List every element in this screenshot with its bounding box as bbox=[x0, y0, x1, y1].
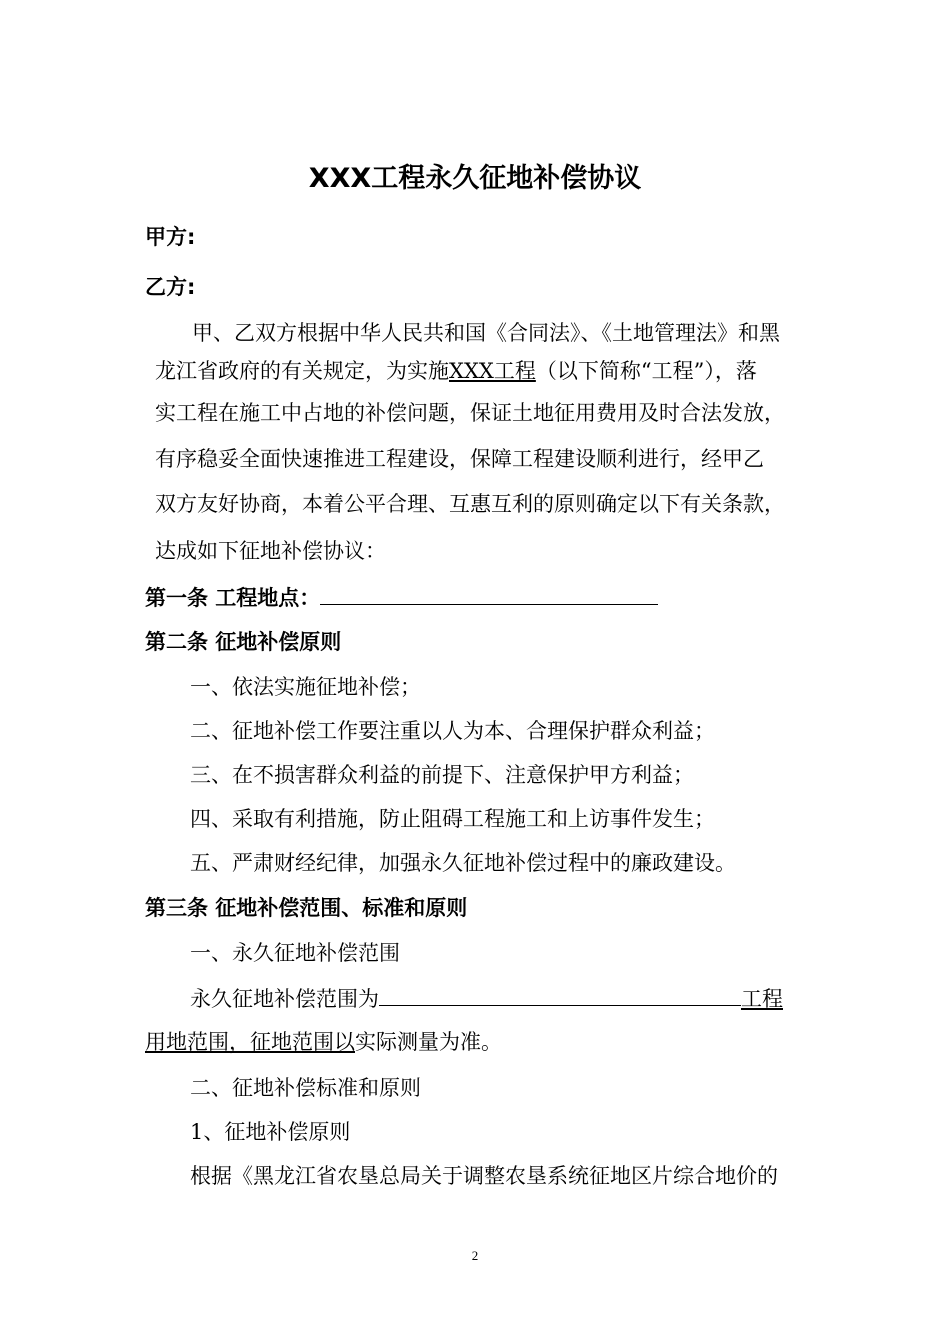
intro-line-2: 龙江省政府的有关规定，为实施XXX工程（以下简称“工程”），落 bbox=[155, 359, 757, 383]
intro-line-3: 实工程在施工中占地的补偿问题，保证土地征用费用及时合法发放， bbox=[155, 401, 785, 425]
article-3-sub-1: 一、永久征地补偿范围 bbox=[190, 941, 400, 965]
party-a-label: 甲方: bbox=[145, 225, 196, 249]
intro-line-6: 达成如下征地补偿协议： bbox=[155, 539, 386, 563]
article-2-item-2: 二、征地补偿工作要注重以人为本、合理保护群众利益； bbox=[190, 719, 715, 743]
intro-line-4: 有序稳妥全面快速推进工程建设，保障工程建设顺利进行，经甲乙 bbox=[155, 447, 764, 471]
article-2-item-4: 四、采取有利措施，防止阻碍工程施工和上访事件发生； bbox=[190, 807, 715, 831]
party-b-label: 乙方: bbox=[145, 275, 196, 299]
scope-line-2: 用地范围，征地范围以实际测量为准。 bbox=[145, 1030, 502, 1054]
project-name: XXX工程 bbox=[449, 359, 536, 383]
basis-line: 根据《黑龙江省农垦总局关于调整农垦系统征地区片综合地价的 bbox=[190, 1164, 778, 1188]
article-2-item-3: 三、在不损害群众利益的前提下、注意保护甲方利益； bbox=[190, 763, 694, 787]
article-2-heading: 第二条 征地补偿原则 bbox=[145, 630, 342, 654]
intro-line-5: 双方友好协商，本着公平合理、互惠互利的原则确定以下有关条款， bbox=[155, 492, 785, 516]
article-3-sub-2-1: 1、征地补偿原则 bbox=[190, 1120, 351, 1144]
scope-line-1: 永久征地补偿范围为 工程 bbox=[190, 987, 783, 1011]
article-1-heading: 第一条 工程地点： bbox=[145, 583, 658, 613]
document-title: XXX工程永久征地补偿协议 bbox=[308, 163, 642, 194]
page-number: 2 bbox=[471, 1248, 479, 1263]
article-2-item-5: 五、严肃财经纪律，加强永久征地补偿过程中的廉政建设。 bbox=[190, 851, 736, 875]
intro-line-1: 甲、乙双方根据中华人民共和国《合同法》、《土地管理法》和黑 bbox=[192, 321, 780, 345]
article-3-heading: 第三条 征地补偿范围、标准和原则 bbox=[145, 896, 468, 920]
article-2-item-1: 一、依法实施征地补偿； bbox=[190, 675, 421, 699]
location-blank bbox=[320, 584, 658, 605]
article-3-sub-2: 二、征地补偿标准和原则 bbox=[190, 1076, 421, 1100]
scope-blank bbox=[379, 985, 741, 1006]
